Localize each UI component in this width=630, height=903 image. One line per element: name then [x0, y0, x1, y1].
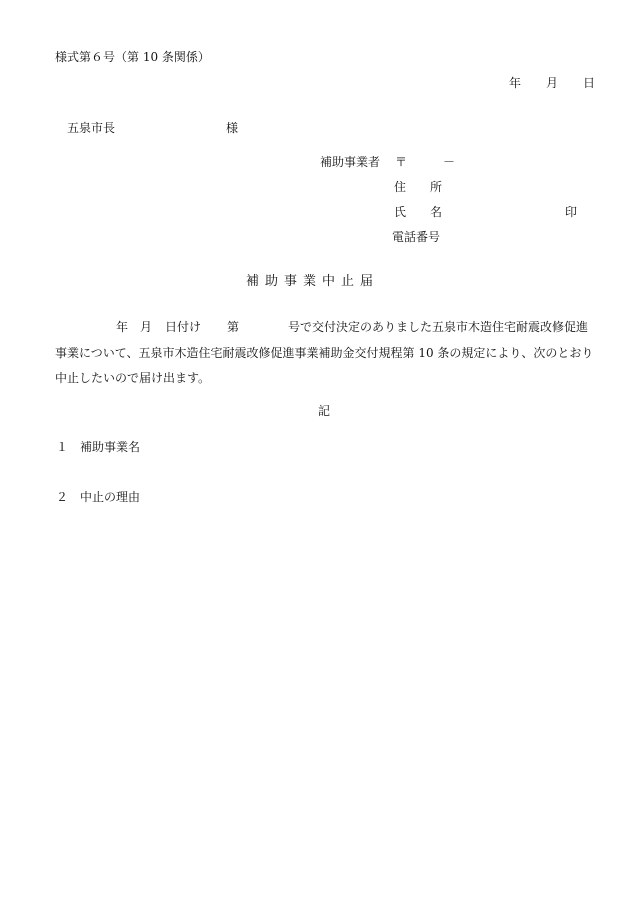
item-number: ２: [56, 490, 69, 504]
postal-dash: －: [443, 155, 456, 169]
title-char: 業: [302, 274, 316, 289]
date-month: 月: [546, 76, 559, 90]
item-number: １: [56, 440, 69, 454]
title-char: 止: [340, 274, 354, 289]
ki-mark: 記: [318, 404, 331, 418]
document-title: [243, 275, 376, 288]
phone-label: 電話番号: [392, 230, 441, 244]
name-label-1: 氏: [394, 205, 407, 219]
form-number: 様式第６号（第 10 条関係）: [55, 50, 210, 64]
applicant-label: 補助事業者: [320, 155, 381, 169]
addressee-honorific: 様: [226, 121, 239, 135]
date-day: 日: [583, 76, 596, 90]
date-year: 年: [509, 76, 522, 90]
item-label: 中止の理由: [80, 490, 141, 504]
body-day: 日付け: [165, 320, 202, 334]
body-year: 年: [116, 320, 129, 334]
title-char: 助: [264, 274, 278, 289]
body-line3: 中止したいので届け出ます。: [55, 371, 211, 385]
body-line2: 事業について、五泉市木造住宅耐震改修促進事業補助金交付規程第 10 条の規定により、次のとおり: [55, 346, 594, 360]
address-label-2: 所: [430, 180, 443, 194]
title-char: 補: [245, 274, 259, 289]
title-char: 中: [321, 274, 335, 289]
addressee-name: 五泉市長: [67, 121, 116, 135]
title-char: 事: [283, 274, 297, 289]
seal-mark: 印: [565, 205, 578, 219]
body-num-prefix: 第: [227, 320, 240, 334]
postal-mark: 〒: [395, 155, 408, 169]
name-label-2: 名: [430, 205, 443, 219]
title-char: 届: [359, 274, 373, 289]
item-label: 補助事業名: [80, 440, 141, 454]
body-month: 月: [140, 320, 153, 334]
address-label-1: 住: [394, 180, 407, 194]
body-line1: 号で交付決定のありました五泉市木造住宅耐震改修促進: [288, 320, 589, 334]
